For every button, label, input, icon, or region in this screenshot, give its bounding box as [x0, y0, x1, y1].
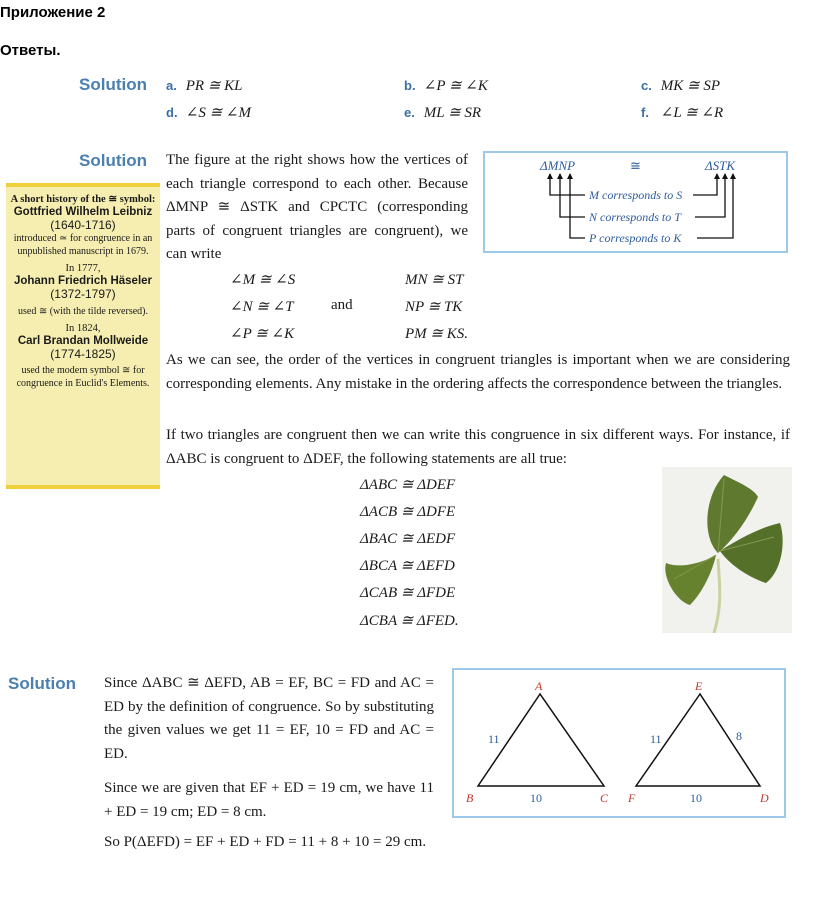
label-e: E	[695, 679, 703, 693]
congruence-1: ΔABC ≅ ΔDEF	[360, 477, 456, 493]
triangles-figure	[452, 668, 786, 818]
eq-angle-p: ∠P ≅ ∠K	[230, 326, 295, 342]
corr-left-triangle: ΔMNP	[540, 158, 576, 173]
symbol-history-note	[6, 183, 160, 489]
congruence-4: ΔBCA ≅ ΔEFD	[360, 558, 455, 574]
length-ab: 11	[488, 732, 500, 746]
corr-row-p: P corresponds to K	[589, 231, 682, 245]
clover-leaf-illustration	[662, 467, 792, 633]
length-fd: 10	[690, 791, 702, 805]
solution-label-3: Solution	[8, 674, 76, 693]
congruence-2: ΔACB ≅ ΔDFE	[360, 504, 456, 520]
answer-b: b. ∠P ≅ ∠K	[404, 78, 488, 94]
section3-paragraph-2: Since we are given that EF + ED = 19 cm, we have 11 + ED = 19 cm; ED = 8 cm.	[104, 780, 434, 820]
label-f: F	[628, 791, 636, 805]
triangles-diagram	[454, 670, 784, 816]
solution-label-2: Solution	[79, 151, 147, 170]
correspondence-figure	[483, 151, 788, 253]
eq-seg-np: NP ≅ TK	[405, 299, 463, 315]
eq-angle-n: ∠N ≅ ∠T	[230, 299, 294, 315]
clover-photo	[662, 467, 792, 633]
and-word: and	[331, 297, 353, 313]
congruence-6: ΔCBA ≅ ΔFED.	[360, 613, 459, 629]
label-b: B	[466, 791, 474, 805]
length-ed: 8	[736, 729, 742, 743]
corr-right-triangle: ΔSTK	[705, 158, 736, 173]
note-name-mollweide: Carl Brandan Mollweide	[17, 335, 149, 347]
note-years-mollweide: (1774-1825)	[50, 347, 116, 361]
congruence-3: ΔBAC ≅ ΔEDF	[360, 531, 456, 547]
length-bc: 10	[530, 791, 542, 805]
eq-seg-mn: MN ≅ ST	[405, 272, 464, 288]
answer-e: e. ML ≅ SR	[404, 105, 482, 121]
answer-f: f. ∠L ≅ ∠R	[641, 105, 724, 121]
section2-paragraph-2: As we can see, the order of the vertices in congruent triangles is important when we are considering corresponding elements. Any mistake in the ordering affects the correspondence between the triangles.	[166, 352, 790, 392]
label-d: D	[760, 791, 769, 805]
answer-d: d. ∠S ≅ ∠M	[166, 105, 251, 121]
eq-angle-m: ∠M ≅ ∠S	[230, 272, 296, 288]
note-name-haseler: Johann Friedrich Häseler	[13, 275, 153, 287]
solution-label-1: Solution	[79, 75, 147, 94]
eq-seg-pm: PM ≅ KS.	[405, 326, 468, 342]
note-text-1: introduced ≃ for congruence in an unpublished manuscript in 1679.	[13, 233, 153, 257]
note-year-1824: In 1824,	[65, 323, 101, 334]
correspondence-diagram	[485, 153, 786, 251]
note-name-leibniz: Gottfried Wilhelm Leibniz	[13, 206, 153, 218]
corr-congruent-symbol: ≅	[630, 158, 641, 173]
section2-paragraph-3: If two triangles are congruent then we can write this congruence in six different ways. For instance, if ΔABC is congruent to ΔDEF, the following statements are all true:	[166, 427, 790, 467]
note-text-2: used ≅ (with the tilde reversed).	[17, 306, 148, 317]
note-text-3: used the modern symbol ≅ for congruence in Euclid's Elements.	[16, 365, 150, 389]
answer-a: a. PR ≅ KL	[166, 78, 243, 94]
note-heading: A short history of the ≅ symbol:	[10, 194, 156, 205]
corr-row-m: M corresponds to S	[589, 188, 683, 202]
note-years-leibniz: (1640-1716)	[50, 218, 116, 232]
answer-c: c. MK ≅ SP	[641, 78, 720, 94]
answers-title: Ответы.	[0, 42, 61, 59]
note-year-1777: In 1777,	[65, 263, 101, 274]
label-a: A	[535, 679, 543, 693]
congruence-5: ΔCAB ≅ ΔFDE	[360, 585, 456, 601]
note-years-haseler: (1372-1797)	[50, 287, 116, 301]
corr-connector-lines	[550, 174, 733, 238]
label-c: C	[600, 791, 609, 805]
section3-paragraph-3: So P(ΔEFD) = EF + ED + FD = 11 + 8 + 10 = 29 cm.	[104, 834, 427, 850]
length-ef: 11	[650, 732, 662, 746]
appendix-title: Приложение 2	[0, 4, 106, 21]
section3-paragraph-1: Since ΔABC ≅ ΔEFD, AB = EF, BC = FD and AC = ED by the definition of congruence. So by substituting the given values we get 11 = EF, 10 = FD and AC = ED.	[104, 675, 434, 762]
corr-row-n: N corresponds to T	[589, 210, 681, 224]
corr-arrowheads	[547, 173, 736, 179]
section2-intro: The figure at the right shows how the vertices of each triangle correspond to each other. Because ΔMNP ≅ ΔSTK and CPCTC (corresponding parts of congruent triangles are congruent), we can write	[166, 152, 468, 262]
